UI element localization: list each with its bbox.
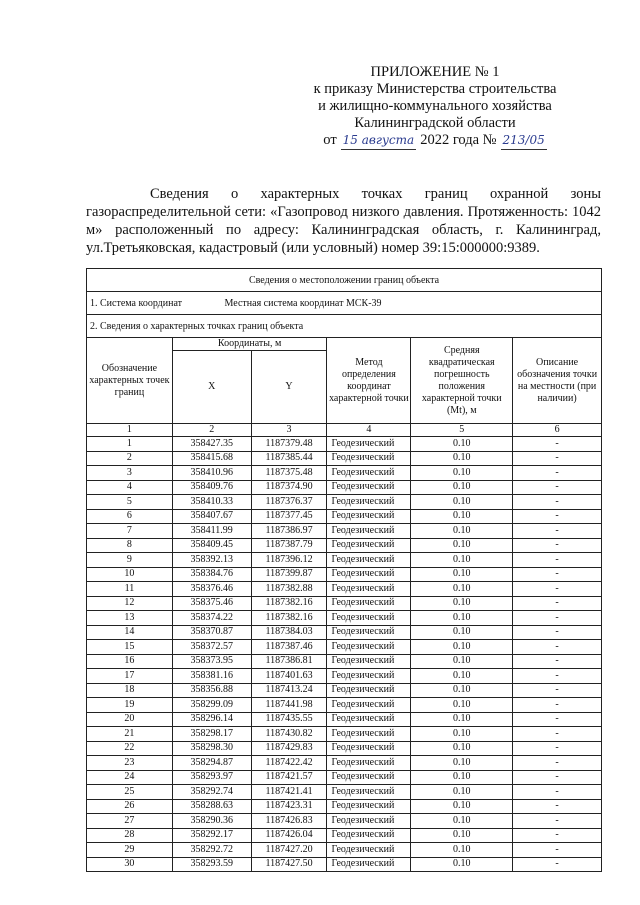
table-row bbox=[87, 524, 602, 539]
y-coordinate: 1187441.98 bbox=[251, 698, 327, 713]
table-row bbox=[87, 466, 602, 481]
x-coordinate: 358415.68 bbox=[172, 451, 251, 466]
table-row bbox=[87, 640, 602, 655]
column-number: 6 bbox=[513, 424, 602, 437]
x-coordinate: 358411.99 bbox=[172, 524, 251, 539]
header-point: Обозначение характерных точек границ bbox=[87, 338, 173, 424]
x-coordinate: 358373.95 bbox=[172, 654, 251, 669]
description: - bbox=[513, 654, 602, 669]
description: - bbox=[513, 480, 602, 495]
error-value: 0.10 bbox=[411, 857, 513, 872]
method: Геодезический bbox=[327, 799, 411, 814]
point-number: 7 bbox=[87, 524, 173, 539]
table-row bbox=[87, 495, 602, 510]
error-value: 0.10 bbox=[411, 538, 513, 553]
x-coordinate: 358292.74 bbox=[172, 785, 251, 800]
method: Геодезический bbox=[327, 741, 411, 756]
description: - bbox=[513, 669, 602, 684]
y-coordinate: 1187421.57 bbox=[251, 770, 327, 785]
point-number: 8 bbox=[87, 538, 173, 553]
y-coordinate: 1187426.83 bbox=[251, 814, 327, 829]
x-coordinate: 358298.17 bbox=[172, 727, 251, 742]
point-number: 3 bbox=[87, 466, 173, 481]
description: - bbox=[513, 553, 602, 568]
y-coordinate: 1187435.55 bbox=[251, 712, 327, 727]
method: Геодезический bbox=[327, 466, 411, 481]
method: Геодезический bbox=[327, 698, 411, 713]
header-coordinates: Координаты, м bbox=[172, 338, 327, 351]
y-coordinate: 1187430.82 bbox=[251, 727, 327, 742]
method: Геодезический bbox=[327, 727, 411, 742]
method: Геодезический bbox=[327, 712, 411, 727]
method: Геодезический bbox=[327, 843, 411, 858]
coordinate-system-row bbox=[87, 292, 602, 315]
point-number: 5 bbox=[87, 495, 173, 510]
table-row bbox=[87, 727, 602, 742]
y-coordinate: 1187377.45 bbox=[251, 509, 327, 524]
table-row bbox=[87, 698, 602, 713]
y-coordinate: 1187385.44 bbox=[251, 451, 327, 466]
x-coordinate: 358356.88 bbox=[172, 683, 251, 698]
error-value: 0.10 bbox=[411, 509, 513, 524]
region-line: Калининградской области bbox=[354, 115, 516, 131]
point-number: 10 bbox=[87, 567, 173, 582]
table-row bbox=[87, 451, 602, 466]
point-number: 25 bbox=[87, 785, 173, 800]
error-value: 0.10 bbox=[411, 843, 513, 858]
y-coordinate: 1187374.90 bbox=[251, 480, 327, 495]
error-value: 0.10 bbox=[411, 625, 513, 640]
method: Геодезический bbox=[327, 683, 411, 698]
table-row bbox=[87, 756, 602, 771]
x-coordinate: 358409.76 bbox=[172, 480, 251, 495]
x-coordinate: 358292.72 bbox=[172, 843, 251, 858]
coordinate-system-label: 1. Система координат bbox=[90, 297, 183, 309]
table-row bbox=[87, 611, 602, 626]
method: Геодезический bbox=[327, 538, 411, 553]
description: - bbox=[513, 828, 602, 843]
table-row bbox=[87, 741, 602, 756]
error-value: 0.10 bbox=[411, 524, 513, 539]
method: Геодезический bbox=[327, 567, 411, 582]
description: - bbox=[513, 712, 602, 727]
appendix-header bbox=[290, 64, 580, 150]
date-prefix: от bbox=[323, 132, 337, 148]
x-coordinate: 358375.46 bbox=[172, 596, 251, 611]
table-row bbox=[87, 596, 602, 611]
description: - bbox=[513, 741, 602, 756]
point-number: 13 bbox=[87, 611, 173, 626]
y-coordinate: 1187376.37 bbox=[251, 495, 327, 510]
intro-paragraph: Сведения о характерных точках границ охранной зоны газораспределительной сети: «Газопровод низкого давления. Протяженность: 1042 м» расположенный по адресу: Калининградская область, г. Калининград, ул.Третьяковская, кадастровый (или условный) номер 39:15:000000:9389. bbox=[86, 186, 601, 256]
points-section-label: 2. Сведения о характерных точках границ объекта bbox=[87, 315, 602, 338]
point-number: 18 bbox=[87, 683, 173, 698]
error-value: 0.10 bbox=[411, 828, 513, 843]
error-value: 0.10 bbox=[411, 582, 513, 597]
error-value: 0.10 bbox=[411, 785, 513, 800]
x-coordinate: 358410.33 bbox=[172, 495, 251, 510]
table-title: Сведения о местоположении границ объекта bbox=[87, 269, 602, 292]
x-coordinate: 358299.09 bbox=[172, 698, 251, 713]
description: - bbox=[513, 466, 602, 481]
y-coordinate: 1187413.24 bbox=[251, 683, 327, 698]
coordinate-system-value: Местная система координат МСК-39 bbox=[224, 297, 382, 309]
y-coordinate: 1187426.04 bbox=[251, 828, 327, 843]
table-row bbox=[87, 538, 602, 553]
header-y: Y bbox=[251, 351, 327, 424]
point-number: 12 bbox=[87, 596, 173, 611]
point-number: 1 bbox=[87, 437, 173, 452]
error-value: 0.10 bbox=[411, 596, 513, 611]
error-value: 0.10 bbox=[411, 727, 513, 742]
y-coordinate: 1187423.31 bbox=[251, 799, 327, 814]
y-coordinate: 1187401.63 bbox=[251, 669, 327, 684]
column-number: 4 bbox=[327, 424, 411, 437]
point-number: 15 bbox=[87, 640, 173, 655]
point-number: 21 bbox=[87, 727, 173, 742]
y-coordinate: 1187384.03 bbox=[251, 625, 327, 640]
y-coordinate: 1187375.48 bbox=[251, 466, 327, 481]
description: - bbox=[513, 857, 602, 872]
description: - bbox=[513, 770, 602, 785]
header-x: X bbox=[172, 351, 251, 424]
table-row bbox=[87, 553, 602, 568]
table-row bbox=[87, 480, 602, 495]
method: Геодезический bbox=[327, 553, 411, 568]
appendix-title: ПРИЛОЖЕНИЕ № 1 bbox=[370, 64, 500, 80]
point-number: 17 bbox=[87, 669, 173, 684]
point-number: 2 bbox=[87, 451, 173, 466]
table-row bbox=[87, 582, 602, 597]
table-row bbox=[87, 683, 602, 698]
method: Геодезический bbox=[327, 524, 411, 539]
x-coordinate: 358410.96 bbox=[172, 466, 251, 481]
error-value: 0.10 bbox=[411, 756, 513, 771]
description: - bbox=[513, 582, 602, 597]
description: - bbox=[513, 683, 602, 698]
table-row bbox=[87, 814, 602, 829]
method: Геодезический bbox=[327, 857, 411, 872]
description: - bbox=[513, 698, 602, 713]
point-number: 28 bbox=[87, 828, 173, 843]
y-coordinate: 1187386.97 bbox=[251, 524, 327, 539]
description: - bbox=[513, 785, 602, 800]
method: Геодезический bbox=[327, 582, 411, 597]
error-value: 0.10 bbox=[411, 495, 513, 510]
error-value: 0.10 bbox=[411, 683, 513, 698]
method: Геодезический bbox=[327, 785, 411, 800]
point-number: 16 bbox=[87, 654, 173, 669]
description: - bbox=[513, 756, 602, 771]
description: - bbox=[513, 611, 602, 626]
method: Геодезический bbox=[327, 451, 411, 466]
method: Геодезический bbox=[327, 756, 411, 771]
x-coordinate: 358374.22 bbox=[172, 611, 251, 626]
x-coordinate: 358427.35 bbox=[172, 437, 251, 452]
method: Геодезический bbox=[327, 625, 411, 640]
error-value: 0.10 bbox=[411, 466, 513, 481]
x-coordinate: 358288.63 bbox=[172, 799, 251, 814]
point-number: 23 bbox=[87, 756, 173, 771]
x-coordinate: 358372.57 bbox=[172, 640, 251, 655]
column-number: 3 bbox=[251, 424, 327, 437]
method: Геодезический bbox=[327, 495, 411, 510]
column-number: 5 bbox=[411, 424, 513, 437]
table-row bbox=[87, 712, 602, 727]
date-suffix: 2022 года № bbox=[420, 132, 497, 148]
error-value: 0.10 bbox=[411, 741, 513, 756]
x-coordinate: 358409.45 bbox=[172, 538, 251, 553]
y-coordinate: 1187387.46 bbox=[251, 640, 327, 655]
x-coordinate: 358292.17 bbox=[172, 828, 251, 843]
x-coordinate: 358376.46 bbox=[172, 582, 251, 597]
point-number: 26 bbox=[87, 799, 173, 814]
y-coordinate: 1187382.16 bbox=[251, 611, 327, 626]
description: - bbox=[513, 727, 602, 742]
error-value: 0.10 bbox=[411, 654, 513, 669]
method: Геодезический bbox=[327, 654, 411, 669]
point-number: 24 bbox=[87, 770, 173, 785]
x-coordinate: 358290.36 bbox=[172, 814, 251, 829]
description: - bbox=[513, 495, 602, 510]
x-coordinate: 358384.76 bbox=[172, 567, 251, 582]
description: - bbox=[513, 437, 602, 452]
point-number: 27 bbox=[87, 814, 173, 829]
description: - bbox=[513, 596, 602, 611]
ministry-line: и жилищно-коммунального хозяйства bbox=[318, 98, 552, 114]
method: Геодезический bbox=[327, 596, 411, 611]
table-row bbox=[87, 654, 602, 669]
table-row bbox=[87, 828, 602, 843]
table-row bbox=[87, 669, 602, 684]
y-coordinate: 1187399.87 bbox=[251, 567, 327, 582]
x-coordinate: 358294.87 bbox=[172, 756, 251, 771]
point-number: 19 bbox=[87, 698, 173, 713]
error-value: 0.10 bbox=[411, 799, 513, 814]
order-date-line bbox=[290, 132, 580, 150]
error-value: 0.10 bbox=[411, 567, 513, 582]
y-coordinate: 1187421.41 bbox=[251, 785, 327, 800]
handwritten-date: 15 августа bbox=[341, 132, 417, 150]
table-row bbox=[87, 857, 602, 872]
header-error: Средняя квадратическая погрешность положения характерной точки (Mt), м bbox=[411, 338, 513, 424]
y-coordinate: 1187427.50 bbox=[251, 857, 327, 872]
method: Геодезический bbox=[327, 828, 411, 843]
x-coordinate: 358296.14 bbox=[172, 712, 251, 727]
error-value: 0.10 bbox=[411, 553, 513, 568]
description: - bbox=[513, 524, 602, 539]
error-value: 0.10 bbox=[411, 712, 513, 727]
method: Геодезический bbox=[327, 669, 411, 684]
error-value: 0.10 bbox=[411, 814, 513, 829]
method: Геодезический bbox=[327, 509, 411, 524]
description: - bbox=[513, 814, 602, 829]
y-coordinate: 1187379.48 bbox=[251, 437, 327, 452]
error-value: 0.10 bbox=[411, 437, 513, 452]
x-coordinate: 358293.59 bbox=[172, 857, 251, 872]
description: - bbox=[513, 625, 602, 640]
x-coordinate: 358407.67 bbox=[172, 509, 251, 524]
boundary-points-table bbox=[86, 268, 602, 872]
x-coordinate: 358293.97 bbox=[172, 770, 251, 785]
description: - bbox=[513, 640, 602, 655]
method: Геодезический bbox=[327, 437, 411, 452]
y-coordinate: 1187396.12 bbox=[251, 553, 327, 568]
point-number: 20 bbox=[87, 712, 173, 727]
y-coordinate: 1187382.88 bbox=[251, 582, 327, 597]
point-number: 11 bbox=[87, 582, 173, 597]
description: - bbox=[513, 799, 602, 814]
table-row bbox=[87, 625, 602, 640]
error-value: 0.10 bbox=[411, 451, 513, 466]
description: - bbox=[513, 509, 602, 524]
method: Геодезический bbox=[327, 480, 411, 495]
description: - bbox=[513, 843, 602, 858]
y-coordinate: 1187427.20 bbox=[251, 843, 327, 858]
error-value: 0.10 bbox=[411, 611, 513, 626]
table-row bbox=[87, 843, 602, 858]
table-row bbox=[87, 437, 602, 452]
order-line: к приказу Министерства строительства bbox=[313, 81, 557, 97]
error-value: 0.10 bbox=[411, 698, 513, 713]
method: Геодезический bbox=[327, 770, 411, 785]
y-coordinate: 1187386.81 bbox=[251, 654, 327, 669]
error-value: 0.10 bbox=[411, 669, 513, 684]
y-coordinate: 1187422.42 bbox=[251, 756, 327, 771]
error-value: 0.10 bbox=[411, 640, 513, 655]
points-body bbox=[87, 437, 602, 872]
x-coordinate: 358298.30 bbox=[172, 741, 251, 756]
table-row bbox=[87, 567, 602, 582]
column-number: 2 bbox=[172, 424, 251, 437]
column-number: 1 bbox=[87, 424, 173, 437]
point-number: 9 bbox=[87, 553, 173, 568]
method: Геодезический bbox=[327, 640, 411, 655]
method: Геодезический bbox=[327, 814, 411, 829]
description: - bbox=[513, 567, 602, 582]
table-row bbox=[87, 799, 602, 814]
table-row bbox=[87, 509, 602, 524]
point-number: 4 bbox=[87, 480, 173, 495]
error-value: 0.10 bbox=[411, 770, 513, 785]
description: - bbox=[513, 538, 602, 553]
point-number: 6 bbox=[87, 509, 173, 524]
error-value: 0.10 bbox=[411, 480, 513, 495]
y-coordinate: 1187387.79 bbox=[251, 538, 327, 553]
x-coordinate: 358381.16 bbox=[172, 669, 251, 684]
header-description: Описание обозначения точки на местности (при наличии) bbox=[513, 338, 602, 424]
y-coordinate: 1187382.16 bbox=[251, 596, 327, 611]
description: - bbox=[513, 451, 602, 466]
point-number: 14 bbox=[87, 625, 173, 640]
handwritten-number: 213/05 bbox=[501, 132, 547, 150]
point-number: 22 bbox=[87, 741, 173, 756]
point-number: 30 bbox=[87, 857, 173, 872]
y-coordinate: 1187429.83 bbox=[251, 741, 327, 756]
point-number: 29 bbox=[87, 843, 173, 858]
x-coordinate: 358370.87 bbox=[172, 625, 251, 640]
x-coordinate: 358392.13 bbox=[172, 553, 251, 568]
table-row bbox=[87, 770, 602, 785]
header-method: Метод определения координат характерной точки bbox=[327, 338, 411, 424]
table-row bbox=[87, 785, 602, 800]
method: Геодезический bbox=[327, 611, 411, 626]
